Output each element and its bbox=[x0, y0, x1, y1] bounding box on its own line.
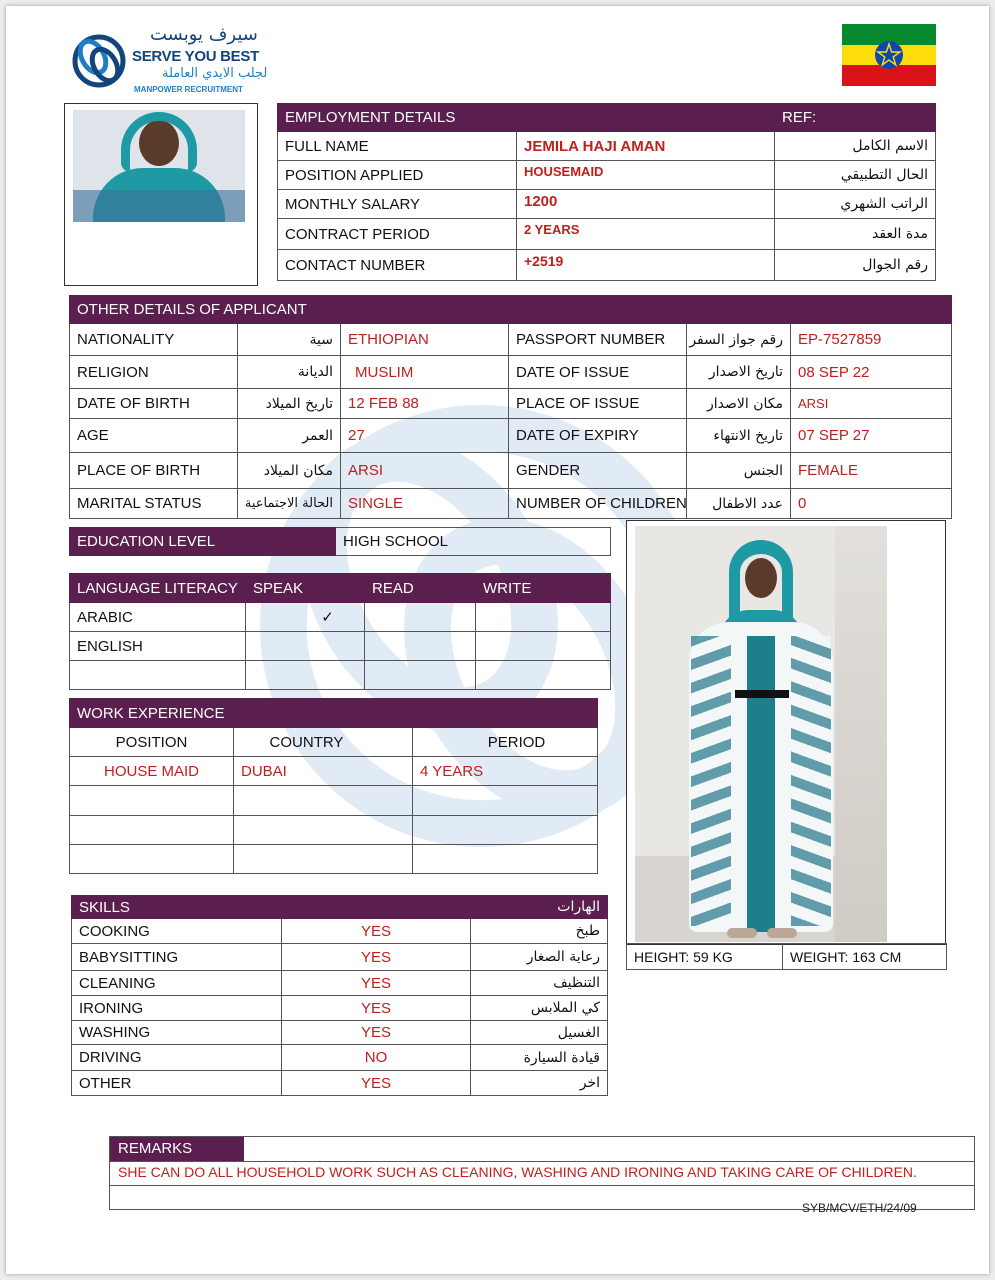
nationality-arabic: سية bbox=[238, 324, 341, 356]
age-label: AGE bbox=[70, 419, 238, 453]
work-period: 4 YEARS bbox=[413, 757, 598, 786]
remarks-text: SHE CAN DO ALL HOUSEHOLD WORK SUCH AS CLEANING, WASHING AND IRONING AND TAKING CARE OF CHILDREN. bbox=[118, 1164, 917, 1180]
monthly-salary-value: 1200 bbox=[517, 190, 775, 219]
speak-cell bbox=[246, 661, 365, 690]
full-name-arabic: الاسم الكامل bbox=[775, 132, 936, 161]
employment-row bbox=[278, 250, 936, 281]
marital-status-value: SINGLE bbox=[341, 489, 509, 519]
skill-arabic: قيادة السيارة bbox=[471, 1045, 608, 1071]
place-of-issue-value: ARSI bbox=[791, 389, 952, 419]
other-details-row bbox=[70, 419, 952, 453]
logo-tagline: MANPOWER RECRUITMENT bbox=[134, 85, 243, 94]
work-position bbox=[70, 786, 234, 816]
remarks-box bbox=[109, 1136, 975, 1210]
weight-value: WEIGHT: 163 CM bbox=[783, 944, 947, 970]
passport-number-value: EP-7527859 bbox=[791, 324, 952, 356]
language-literacy-table bbox=[69, 573, 611, 690]
language-header: LANGUAGE LITERACY bbox=[70, 574, 246, 603]
employment-row bbox=[278, 219, 936, 250]
place-of-birth-value: ARSI bbox=[341, 453, 509, 489]
age-value: 27 bbox=[341, 419, 509, 453]
skill-arabic: التنظيف bbox=[471, 971, 608, 996]
skill-name: WASHING bbox=[72, 1021, 282, 1045]
language-row bbox=[70, 632, 611, 661]
skill-arabic: كي الملابس bbox=[471, 996, 608, 1021]
contract-period-value: 2 YEARS bbox=[517, 219, 775, 250]
employment-row bbox=[278, 132, 936, 161]
contact-number-label: CONTACT NUMBER bbox=[278, 250, 517, 281]
nationality-label: NATIONALITY bbox=[70, 324, 238, 356]
full-name-value: JEMILA HAJI AMAN bbox=[517, 132, 775, 161]
language-row bbox=[70, 603, 611, 632]
logo-arabic-tagline: لجلب الايدي العاملة bbox=[162, 66, 268, 81]
work-row bbox=[70, 757, 598, 786]
work-row bbox=[70, 845, 598, 874]
position-applied-label: POSITION APPLIED bbox=[278, 161, 517, 190]
place-of-issue-label: PLACE OF ISSUE bbox=[509, 389, 687, 419]
full-body-photo bbox=[635, 526, 887, 942]
contract-period-arabic: مدة العقد bbox=[775, 219, 936, 250]
other-details-row bbox=[70, 389, 952, 419]
nationality-value: ETHIOPIAN bbox=[341, 324, 509, 356]
skill-value: YES bbox=[282, 919, 471, 944]
contract-period-label: CONTRACT PERIOD bbox=[278, 219, 517, 250]
work-country: DUBAI bbox=[234, 757, 413, 786]
work-position bbox=[70, 816, 234, 845]
logo-name: SERVE YOU BEST bbox=[132, 48, 259, 65]
work-experience-title: WORK EXPERIENCE bbox=[70, 699, 413, 728]
other-details-row bbox=[70, 453, 952, 489]
speak-cell bbox=[246, 632, 365, 661]
language-name: ENGLISH bbox=[70, 632, 246, 661]
skill-row bbox=[72, 1045, 608, 1071]
skill-value: NO bbox=[282, 1045, 471, 1071]
gender-value: FEMALE bbox=[791, 453, 952, 489]
write-header: WRITE bbox=[476, 574, 611, 603]
language-row bbox=[70, 661, 611, 690]
work-period bbox=[413, 816, 598, 845]
work-period bbox=[413, 845, 598, 874]
employment-title: EMPLOYMENT DETAILS bbox=[278, 104, 775, 132]
date-of-expiry-label: DATE OF EXPIRY bbox=[509, 419, 687, 453]
other-details-table bbox=[69, 295, 952, 519]
skill-name: IRONING bbox=[72, 996, 282, 1021]
cv-page bbox=[6, 6, 989, 1274]
place-of-birth-arabic: مكان الميلاد bbox=[238, 453, 341, 489]
portrait-photo-frame bbox=[64, 103, 258, 286]
work-country bbox=[234, 786, 413, 816]
other-details-row bbox=[70, 356, 952, 389]
language-name: ARABIC bbox=[70, 603, 246, 632]
skill-name: COOKING bbox=[72, 919, 282, 944]
skill-value: YES bbox=[282, 996, 471, 1021]
skills-title: SKILLS bbox=[72, 896, 471, 919]
passport-number-arabic: رقم جواز السفر bbox=[687, 324, 791, 356]
skill-row bbox=[72, 919, 608, 944]
write-cell bbox=[476, 661, 611, 690]
age-arabic: العمر bbox=[238, 419, 341, 453]
skill-row bbox=[72, 944, 608, 971]
skill-arabic: طبخ bbox=[471, 919, 608, 944]
employment-row bbox=[278, 190, 936, 219]
date-of-issue-label: DATE OF ISSUE bbox=[509, 356, 687, 389]
work-position: HOUSE MAID bbox=[70, 757, 234, 786]
skill-name: DRIVING bbox=[72, 1045, 282, 1071]
education-level-label: EDUCATION LEVEL bbox=[70, 528, 336, 556]
skill-arabic: الغسيل bbox=[471, 1021, 608, 1045]
checkmark-icon: ✓ bbox=[246, 603, 365, 632]
date-of-birth-label: DATE OF BIRTH bbox=[70, 389, 238, 419]
ref-label: REF: bbox=[775, 104, 936, 132]
skill-arabic: رعاية الصغار bbox=[471, 944, 608, 971]
skill-name: CLEANING bbox=[72, 971, 282, 996]
education-level-value: HIGH SCHOOL bbox=[336, 528, 611, 556]
education-level-table bbox=[69, 527, 611, 556]
speak-header: SPEAK bbox=[246, 574, 365, 603]
date-of-issue-arabic: تاريخ الاصدار bbox=[687, 356, 791, 389]
skill-row bbox=[72, 971, 608, 996]
logo-arabic-name: سيرف يوبست bbox=[150, 24, 258, 45]
date-of-issue-value: 08 SEP 22 bbox=[791, 356, 952, 389]
number-of-children-value: 0 bbox=[791, 489, 952, 519]
skill-row bbox=[72, 1071, 608, 1096]
date-of-birth-value: 12 FEB 88 bbox=[341, 389, 509, 419]
height-value: HEIGHT: 59 KG bbox=[627, 944, 783, 970]
flag-star-emblem-icon bbox=[874, 40, 904, 70]
other-details-row bbox=[70, 324, 952, 356]
skill-name: OTHER bbox=[72, 1071, 282, 1096]
company-logo bbox=[68, 24, 268, 98]
language-name bbox=[70, 661, 246, 690]
measurements-table bbox=[626, 943, 947, 970]
work-country bbox=[234, 816, 413, 845]
skills-arabic-title: الهارات bbox=[471, 896, 608, 919]
write-cell bbox=[476, 632, 611, 661]
skill-value: YES bbox=[282, 1021, 471, 1045]
skill-value: YES bbox=[282, 944, 471, 971]
position-header: POSITION bbox=[70, 728, 234, 757]
country-header: COUNTRY bbox=[234, 728, 413, 757]
place-of-birth-label: PLACE OF BIRTH bbox=[70, 453, 238, 489]
ethiopia-flag bbox=[842, 24, 936, 86]
read-cell bbox=[365, 661, 476, 690]
date-of-expiry-arabic: تاريخ الانتهاء bbox=[687, 419, 791, 453]
other-details-title: OTHER DETAILS OF APPLICANT bbox=[70, 296, 509, 324]
marital-status-label: MARITAL STATUS bbox=[70, 489, 238, 519]
religion-label: RELIGION bbox=[70, 356, 238, 389]
monthly-salary-arabic: الراتب الشهري bbox=[775, 190, 936, 219]
date-of-expiry-value: 07 SEP 27 bbox=[791, 419, 952, 453]
work-position bbox=[70, 845, 234, 874]
skill-name: BABYSITTING bbox=[72, 944, 282, 971]
employment-row bbox=[278, 161, 936, 190]
skill-value: YES bbox=[282, 1071, 471, 1096]
work-period bbox=[413, 786, 598, 816]
read-cell bbox=[365, 632, 476, 661]
other-details-row bbox=[70, 489, 952, 519]
number-of-children-label: NUMBER OF CHILDREN bbox=[509, 489, 687, 519]
period-header: PERIOD bbox=[413, 728, 598, 757]
knot-logo-icon bbox=[68, 30, 130, 92]
work-country bbox=[234, 845, 413, 874]
monthly-salary-label: MONTHLY SALARY bbox=[278, 190, 517, 219]
place-of-issue-arabic: مكان الاصدار bbox=[687, 389, 791, 419]
position-applied-value: HOUSEMAID bbox=[517, 161, 775, 190]
skills-table bbox=[71, 895, 608, 1096]
remarks-title: REMARKS bbox=[110, 1137, 244, 1161]
portrait-photo bbox=[73, 110, 245, 222]
full-name-label: FULL NAME bbox=[278, 132, 517, 161]
gender-label: GENDER bbox=[509, 453, 687, 489]
contact-number-value: +2519 bbox=[517, 250, 775, 281]
write-cell bbox=[476, 603, 611, 632]
work-experience-table bbox=[69, 698, 598, 874]
religion-value: MUSLIM bbox=[341, 356, 509, 389]
read-header: READ bbox=[365, 574, 476, 603]
document-code: SYB/MCV/ETH/24/09 bbox=[802, 1201, 917, 1215]
employment-details-table bbox=[277, 103, 936, 281]
contact-number-arabic: رقم الجوال bbox=[775, 250, 936, 281]
marital-status-arabic: الحالة الاجتماعية bbox=[238, 489, 341, 519]
full-body-photo-frame bbox=[626, 520, 946, 945]
skill-row bbox=[72, 1021, 608, 1045]
skill-arabic: اخر bbox=[471, 1071, 608, 1096]
work-row bbox=[70, 816, 598, 845]
work-row bbox=[70, 786, 598, 816]
read-cell bbox=[365, 603, 476, 632]
passport-number-label: PASSPORT NUMBER bbox=[509, 324, 687, 356]
skill-row bbox=[72, 996, 608, 1021]
religion-arabic: الديانة bbox=[238, 356, 341, 389]
date-of-birth-arabic: تاريخ الميلاد bbox=[238, 389, 341, 419]
gender-arabic: الجنس bbox=[687, 453, 791, 489]
position-applied-arabic: الحال التطبيقي bbox=[775, 161, 936, 190]
skill-value: YES bbox=[282, 971, 471, 996]
number-of-children-arabic: عدد الاطفال bbox=[687, 489, 791, 519]
